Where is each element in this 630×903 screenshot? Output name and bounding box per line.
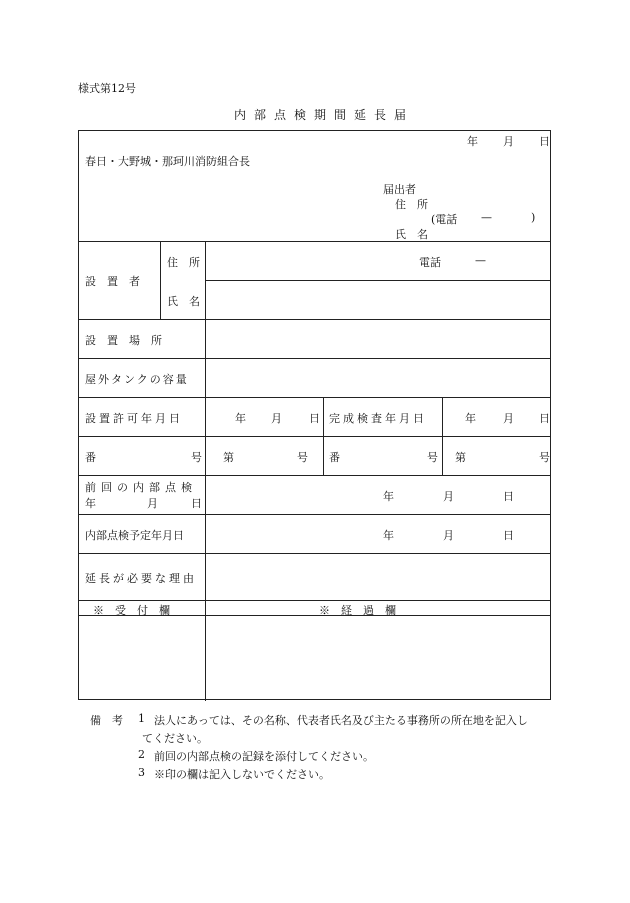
row-divider [205, 280, 550, 281]
col-divider [323, 397, 324, 475]
row-divider [79, 436, 550, 437]
applicant-address-label: 住 所 [395, 198, 428, 211]
number2-label-b: 号 [427, 451, 438, 464]
note-number: 2 [138, 748, 145, 761]
note-number: 1 [138, 712, 145, 725]
header-date-month: 月 [503, 135, 514, 148]
header-date-year: 年 [467, 135, 478, 148]
applicant-phone-dash: — [481, 211, 492, 224]
row-divider [79, 600, 550, 601]
row-divider [79, 358, 550, 359]
number-prefix: 第 [223, 451, 234, 464]
permit-day: 日 [309, 412, 320, 425]
prev-year: 年 [383, 490, 394, 503]
note-text: ※印の欄は記入しないでください。 [154, 768, 330, 781]
location-label: 設 置 場 所 [85, 334, 162, 347]
applicant-phone-paren: (電話 [431, 213, 458, 226]
col-divider [205, 241, 206, 701]
permit-month: 月 [271, 412, 282, 425]
number-label-a: 番 [85, 451, 96, 464]
note-number: 3 [138, 766, 145, 779]
prev-inspection-label-2c: 日 [191, 497, 202, 510]
header-date-day: 日 [539, 135, 550, 148]
number-label-b: 号 [191, 451, 202, 464]
completion-day: 日 [539, 412, 550, 425]
completion-year: 年 [465, 412, 476, 425]
tank-capacity-label: 屋外タンクの容量 [85, 373, 189, 386]
note-text: 前回の内部点検の記録を添付してください。 [154, 750, 374, 763]
prev-inspection-label-2a: 年 [85, 497, 96, 510]
completion-month: 月 [503, 412, 514, 425]
note-text-continued: てください。 [142, 732, 208, 745]
number-suffix: 号 [297, 451, 308, 464]
applicant-label: 届出者 [383, 183, 416, 196]
number2-prefix: 第 [455, 451, 466, 464]
prev-day: 日 [503, 490, 514, 503]
planned-year: 年 [383, 529, 394, 542]
permit-year: 年 [235, 412, 246, 425]
row-divider [79, 475, 550, 476]
permit-date-label: 設置許可年月日 [85, 412, 183, 425]
row-divider [79, 319, 550, 320]
row-divider [79, 553, 550, 554]
installer-address-label: 住 所 [167, 256, 200, 269]
prev-inspection-label-2b: 月 [147, 497, 158, 510]
number2-label-a: 番 [329, 451, 340, 464]
addressee: 春日・大野城・那珂川消防組合長 [85, 155, 250, 168]
row-divider [79, 514, 550, 515]
planned-label: 内部点検予定年月日 [85, 529, 184, 542]
installer-name-label: 氏 名 [167, 295, 200, 308]
completion-date-label: 完成検査年月日 [329, 412, 427, 425]
form-table [78, 130, 551, 700]
number2-suffix: 号 [539, 451, 550, 464]
reception-label: ※ 受 付 欄 [93, 604, 170, 617]
installer-phone-label: 電話 [419, 256, 441, 269]
planned-month: 月 [443, 529, 454, 542]
prev-inspection-label-1: 前回の内部点検 [85, 481, 197, 494]
form-number: 様式第12号 [78, 82, 136, 95]
page-title: 内部点検期間延長届 [234, 108, 415, 122]
installer-phone-dash: — [475, 254, 486, 267]
col-divider [442, 397, 443, 475]
planned-day: 日 [503, 529, 514, 542]
col-divider [160, 241, 161, 319]
notes-heading: 備 考 [90, 714, 123, 727]
applicant-name-label: 氏 名 [395, 228, 428, 241]
installer-label: 設 置 者 [85, 275, 140, 288]
prev-month: 月 [443, 490, 454, 503]
row-divider [79, 241, 550, 242]
note-text: 法人にあっては、その名称、代表者氏名及び主たる事務所の所在地を記入し [154, 714, 528, 727]
progress-label: ※ 経 過 欄 [319, 604, 396, 617]
applicant-phone-close: ) [531, 211, 536, 224]
row-divider [79, 397, 550, 398]
reason-label: 延長が必要な理由 [85, 572, 197, 585]
